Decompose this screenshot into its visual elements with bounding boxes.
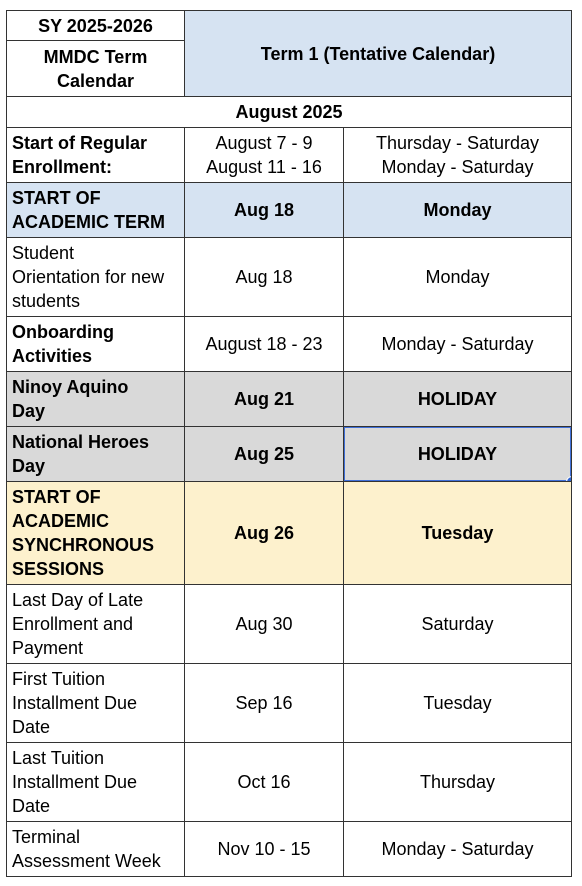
table-row [7,743,572,822]
event-cell[interactable]: First Tuition Installment Due Date [7,664,185,743]
fill-handle[interactable] [566,476,572,482]
event-cell[interactable]: Last Day of Late Enrollment and Payment [7,585,185,664]
date-cell[interactable]: Aug 18 [185,238,344,317]
table-row [7,664,572,743]
date-cell[interactable]: Nov 10 - 15 [185,822,344,877]
month-header-cell[interactable]: August 2025 [7,97,572,128]
selected-day-cell[interactable] [344,427,572,482]
table-row [7,822,572,877]
month-row [7,97,572,128]
table-row [7,372,572,427]
event-cell[interactable]: START OF ACADEMIC TERM [7,183,185,238]
calendar-name-cell[interactable]: MMDC Term Calendar [7,41,185,97]
event-cell[interactable]: START OF ACADEMIC SYNCHRONOUS SESSIONS [7,482,185,585]
date-cell[interactable]: Aug 18 [185,183,344,238]
table-row [7,317,572,372]
day-cell[interactable]: Monday - Saturday [344,317,572,372]
date-cell[interactable]: Aug 30 [185,585,344,664]
date-cell[interactable]: Aug 25 [185,427,344,482]
event-cell[interactable]: National Heroes Day [7,427,185,482]
date-cell[interactable]: Oct 16 [185,743,344,822]
event-cell[interactable]: Last Tuition Installment Due Date [7,743,185,822]
table-row [7,585,572,664]
day-cell[interactable]: Thursday [344,743,572,822]
term-title-cell[interactable]: Term 1 (Tentative Calendar) [185,11,572,97]
table-row [7,427,572,482]
school-year-cell[interactable]: SY 2025-2026 [7,11,185,41]
event-cell[interactable]: Student Orientation for new students [7,238,185,317]
term-calendar-table [6,10,572,877]
day-cell-text: HOLIDAY [417,444,498,464]
day-cell[interactable]: Tuesday [344,482,572,585]
day-cell[interactable]: Monday [344,183,572,238]
day-cell[interactable]: Monday - Saturday [344,822,572,877]
date-cell[interactable]: Aug 26 [185,482,344,585]
event-cell[interactable]: Start of Regular Enrollment: [7,128,185,183]
date-cell[interactable]: Sep 16 [185,664,344,743]
event-cell[interactable]: Onboarding Activities [7,317,185,372]
date-cell[interactable]: August 7 - 9 August 11 - 16 [185,128,344,183]
table-row [7,238,572,317]
table-row [7,128,572,183]
day-cell[interactable]: Monday [344,238,572,317]
day-cell[interactable]: Saturday [344,585,572,664]
event-cell[interactable]: Terminal Assessment Week [7,822,185,877]
table-row [7,183,572,238]
day-cell[interactable]: Tuesday [344,664,572,743]
date-cell[interactable]: August 18 - 23 [185,317,344,372]
day-cell[interactable]: Thursday - Saturday Monday - Saturday [344,128,572,183]
day-cell[interactable]: HOLIDAY [344,372,572,427]
table-row [7,482,572,585]
header-row [7,11,572,41]
event-cell[interactable]: Ninoy Aquino Day [7,372,185,427]
date-cell[interactable]: Aug 21 [185,372,344,427]
